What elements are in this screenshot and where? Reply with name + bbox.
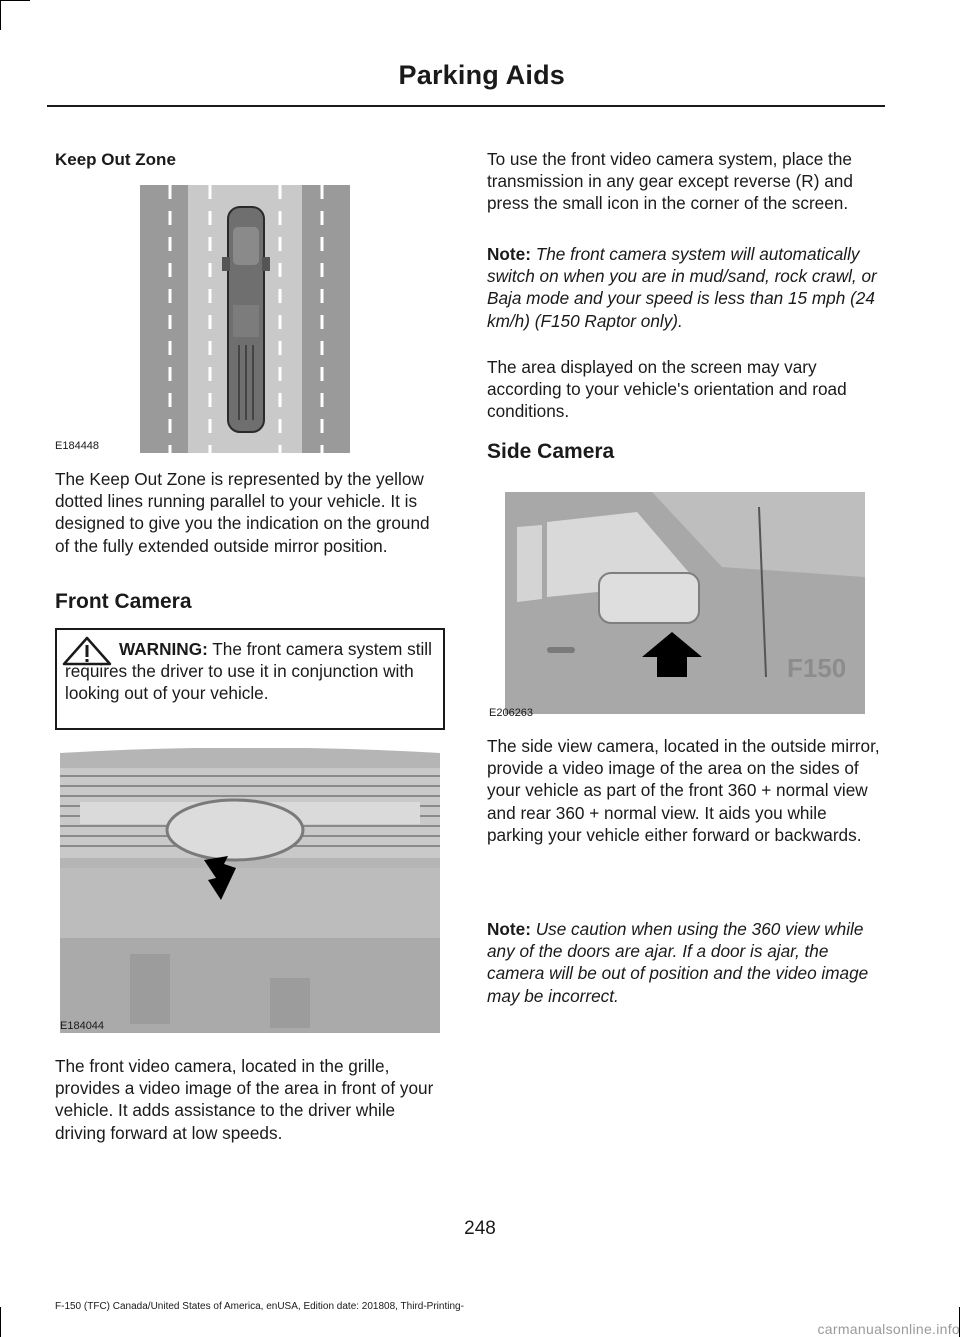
side-camera-heading: Side Camera — [487, 440, 615, 463]
use-front-camera-paragraph: To use the front video camera system, place the transmission in any gear except reverse (R) and press the small icon in the corner of the screen. — [487, 149, 853, 214]
warning-text — [65, 638, 437, 705]
page-number: 248 — [464, 1218, 496, 1239]
note-text: The front camera system will automatically switch on when you are in mud/sand, rock crawl, or Baja mode and your speed is less than 15 mph (24 km/h) (F150 Raptor only). — [487, 244, 877, 331]
keep-out-zone-figure — [140, 185, 350, 453]
keep-out-zone-heading: Keep Out Zone — [55, 150, 176, 169]
page-title: Parking Aids — [398, 60, 565, 90]
figure-code: E206263 — [489, 707, 534, 719]
watermark: carmanualsonline.info — [817, 1321, 960, 1337]
note-label: Note: — [487, 919, 531, 939]
side-mirror-figure — [487, 487, 883, 719]
crop-mark — [0, 0, 1, 30]
area-paragraph: The area displayed on the screen may vary according to your vehicle's orientation and road conditions. — [487, 357, 847, 422]
svg-text:F150: F150 — [787, 653, 847, 683]
front-grille-figure — [60, 748, 448, 1033]
note-doors-ajar — [487, 918, 883, 1007]
keep-out-zone-paragraph: The Keep Out Zone is represented by the yellow dotted lines running parallel to your vehicle. It is designed to give you the indication on the ground of the fully extended outside mirror position. — [55, 469, 430, 556]
note-raptor — [487, 243, 883, 332]
warning-label: WARNING: — [119, 639, 208, 659]
note-text: Use caution when using the 360 view while any of the doors are ajar. If a door is ajar, the camera will be out of position and the video image may be incorrect. — [487, 919, 869, 1006]
note-label: Note: — [487, 244, 531, 264]
crop-mark — [0, 0, 30, 1]
figure-code: E184448 — [55, 440, 100, 452]
crop-mark — [0, 1307, 1, 1337]
footer-edition: F-150 (TFC) Canada/United States of America, enUSA, Edition date: 201808, Third-Printing- — [55, 1301, 464, 1312]
figure-code: E184044 — [60, 1020, 105, 1032]
side-camera-paragraph: The side view camera, located in the outside mirror, provide a video image of the area on the sides of your vehicle as part of the front 360 + normal view and rear 360 + normal view. It aids you while parking your vehicle either forward or backwards. — [487, 736, 880, 845]
front-camera-paragraph: The front video camera, located in the grille, provides a video image of the area in front of your vehicle. It adds assistance to the driver while driving forward at low speeds. — [55, 1056, 434, 1143]
front-camera-heading: Front Camera — [55, 590, 192, 613]
warning-body: The front camera system still requires the driver to use it in conjunction with looking out of your vehicle. — [65, 639, 432, 704]
header-rule — [47, 105, 885, 107]
warning-box — [55, 628, 445, 730]
